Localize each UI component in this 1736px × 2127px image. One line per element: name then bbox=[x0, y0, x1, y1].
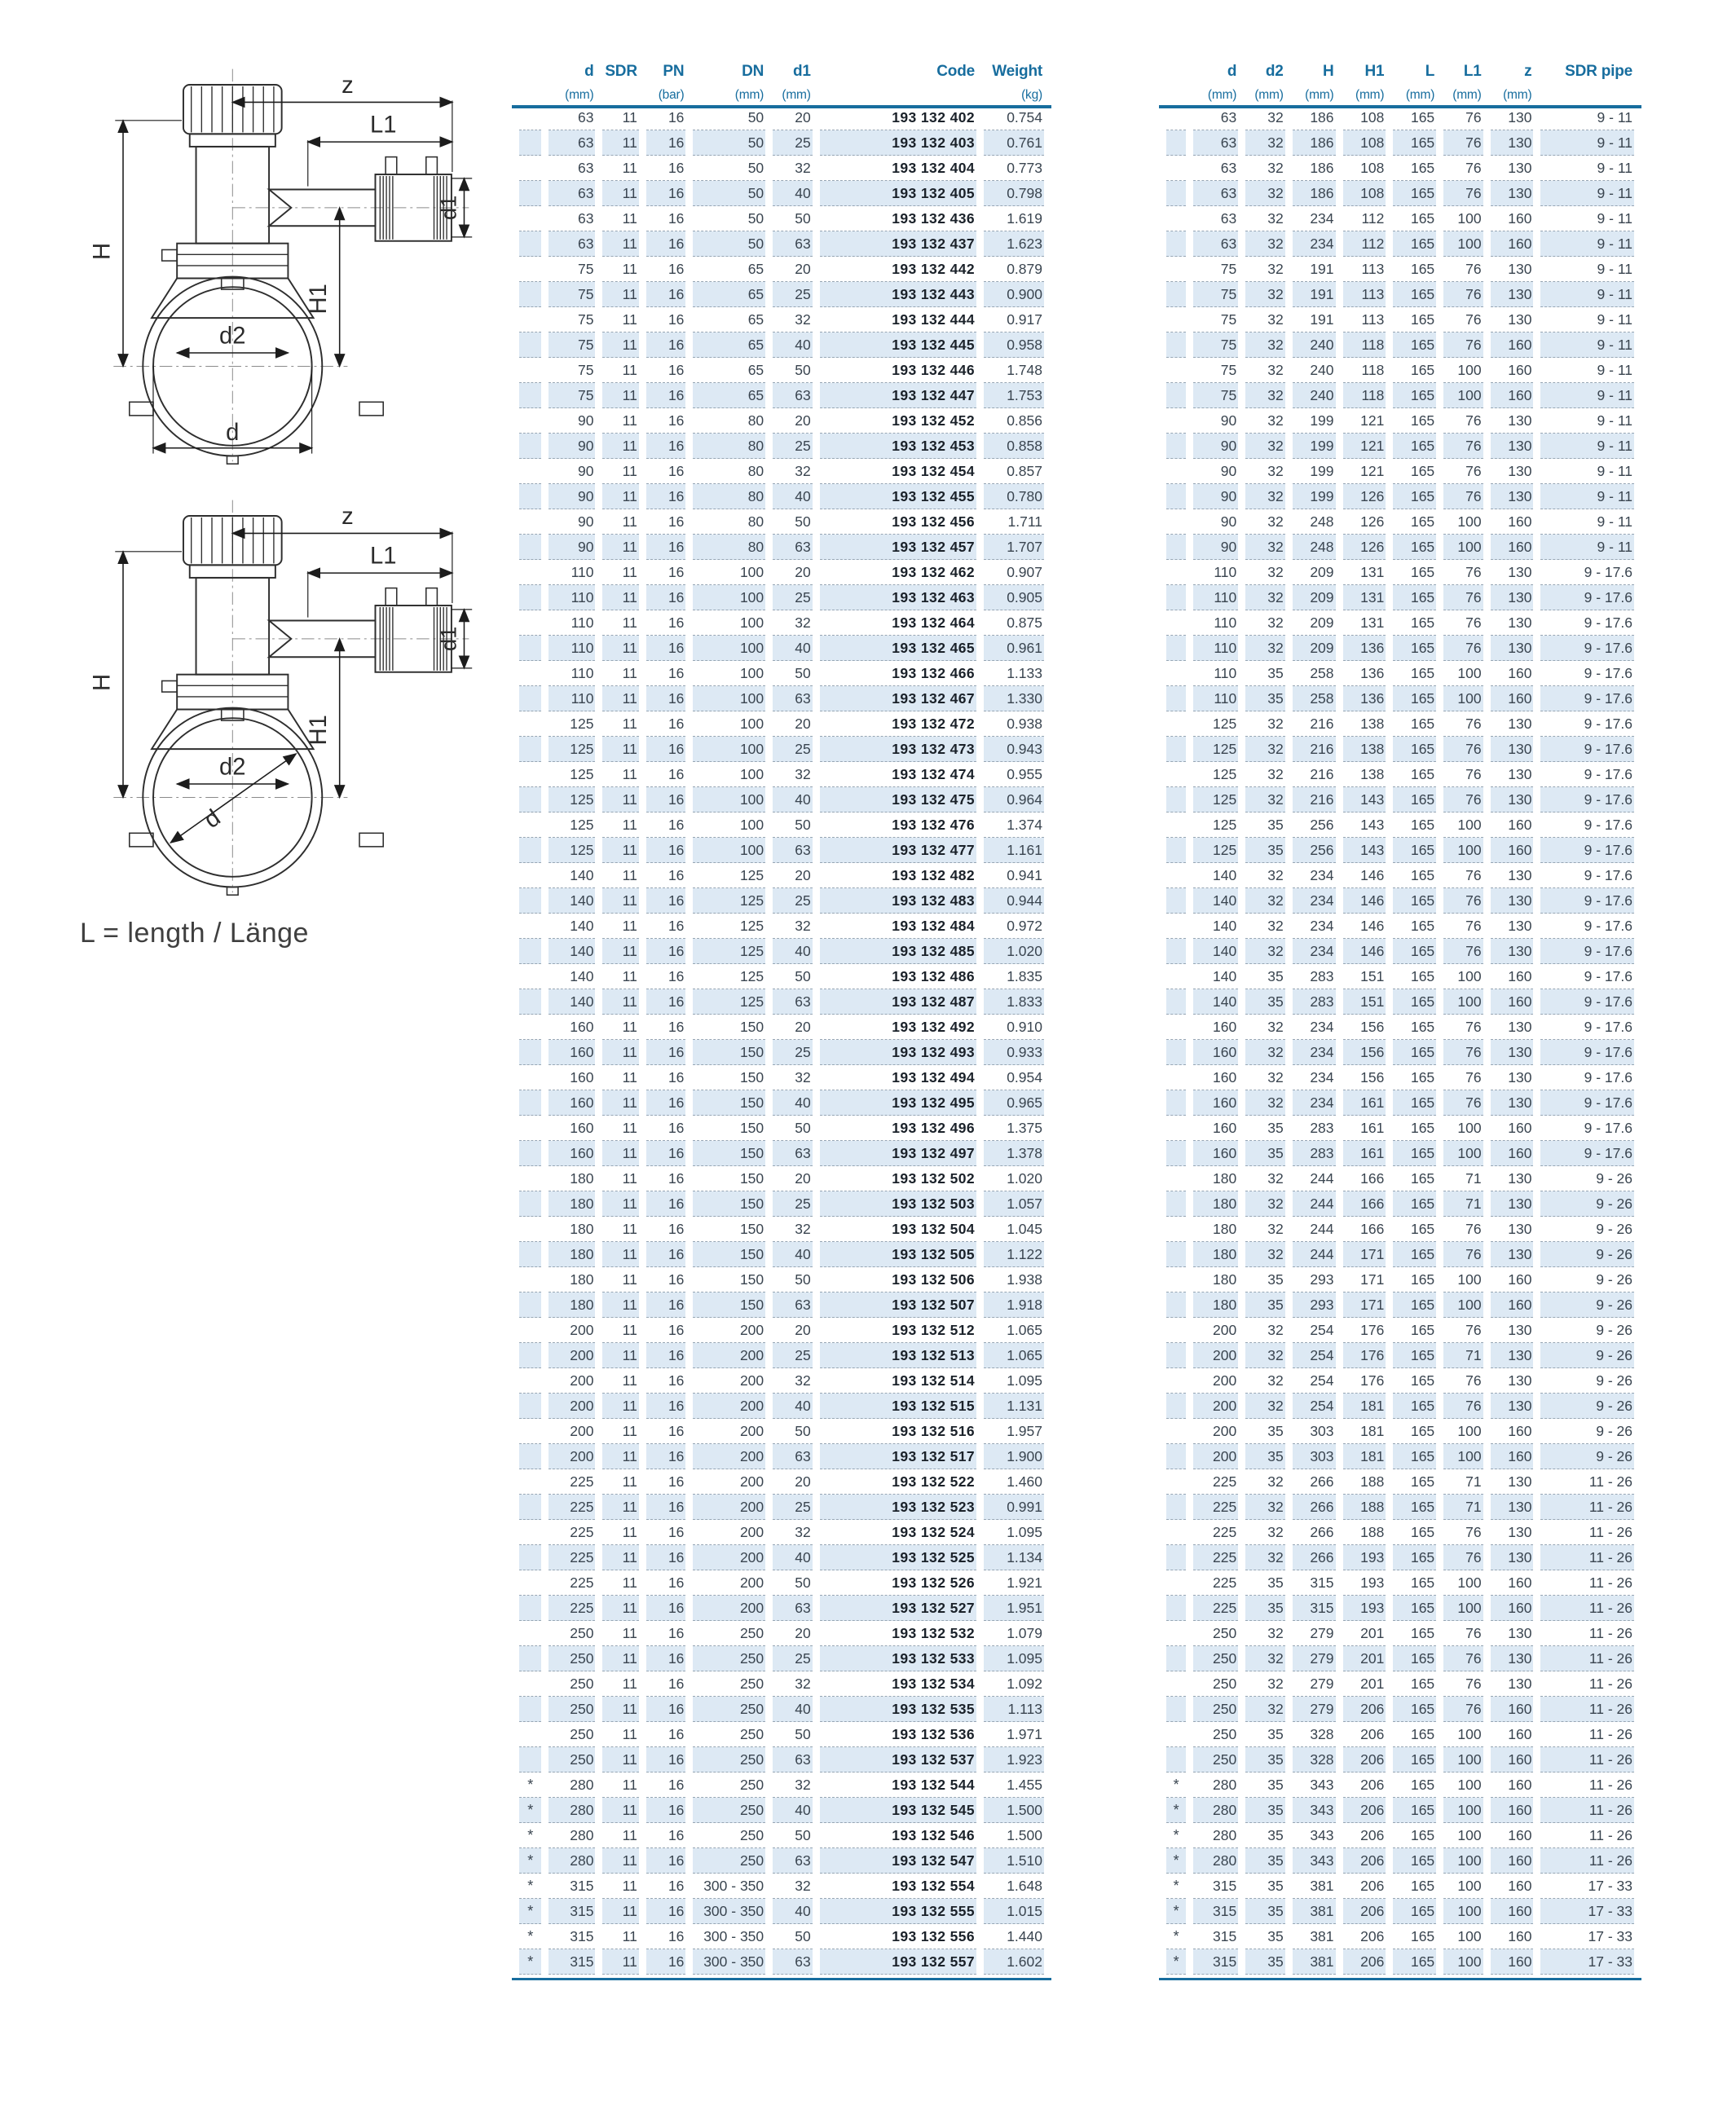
table-row: 250 11 16 250 20 193 132 532 1.079 bbox=[519, 1621, 1044, 1646]
table-row: 75 11 16 65 63 193 132 447 1.753 bbox=[519, 383, 1044, 408]
left-table-grid bbox=[512, 59, 1051, 1975]
table-row: 110 11 16 100 50 193 132 466 1.133 bbox=[519, 661, 1044, 686]
table-row: 200 11 16 200 50 193 132 516 1.957 bbox=[519, 1419, 1044, 1444]
table-row: 250 32 279 201 165 76 130 11 - 26 bbox=[1166, 1646, 1634, 1671]
table-row: 75 11 16 65 40 193 132 445 0.958 bbox=[519, 332, 1044, 358]
table-row: * 315 35 381 206 165 100 160 17 - 33 bbox=[1166, 1949, 1634, 1975]
table-row: 250 11 16 250 63 193 132 537 1.923 bbox=[519, 1747, 1044, 1772]
technical-drawing-saddle-variant bbox=[34, 482, 478, 906]
table-row: 75 11 16 65 50 193 132 446 1.748 bbox=[519, 358, 1044, 383]
table-row: * 315 11 16 300 - 350 32 193 132 554 1.648 bbox=[519, 1874, 1044, 1899]
unit-code bbox=[820, 83, 976, 105]
table-row: 200 11 16 200 40 193 132 515 1.131 bbox=[519, 1394, 1044, 1419]
table-row: 140 11 16 125 40 193 132 485 1.020 bbox=[519, 939, 1044, 964]
col-header-sdr-pipe: SDR pipe bbox=[1565, 63, 1632, 80]
table-row: 110 32 209 131 165 76 130 9 - 17.6 bbox=[1166, 585, 1634, 610]
table-row: 125 32 216 138 165 76 130 9 - 17.6 bbox=[1166, 762, 1634, 787]
table-row: 225 11 16 200 25 193 132 523 0.991 bbox=[519, 1495, 1044, 1520]
table-row: 125 32 216 138 165 76 130 9 - 17.6 bbox=[1166, 711, 1634, 737]
table-row: 225 11 16 200 50 193 132 526 1.921 bbox=[519, 1570, 1044, 1596]
table-row: 180 35 293 171 165 100 160 9 - 26 bbox=[1166, 1292, 1634, 1318]
table-row: 125 32 216 143 165 76 130 9 - 17.6 bbox=[1166, 787, 1634, 812]
table-row: 90 11 16 80 63 193 132 457 1.707 bbox=[519, 535, 1044, 560]
table-row: 160 11 16 150 63 193 132 497 1.378 bbox=[519, 1141, 1044, 1166]
table-row: 250 11 16 250 50 193 132 536 1.971 bbox=[519, 1722, 1044, 1747]
svg-text:L1: L1 bbox=[369, 543, 397, 570]
table-row: 225 11 16 200 20 193 132 522 1.460 bbox=[519, 1469, 1044, 1495]
units-row bbox=[1166, 83, 1634, 105]
svg-text:z: z bbox=[341, 503, 354, 530]
table-row: 250 35 328 206 165 100 160 11 - 26 bbox=[1166, 1722, 1634, 1747]
table-row: 250 11 16 250 25 193 132 533 1.095 bbox=[519, 1646, 1044, 1671]
svg-text:d1: d1 bbox=[435, 195, 461, 221]
table-row: * 315 35 381 206 165 100 160 17 - 33 bbox=[1166, 1874, 1634, 1899]
unit-d: (mm) bbox=[1207, 88, 1237, 102]
table-row: 200 35 303 181 165 100 160 9 - 26 bbox=[1166, 1444, 1634, 1469]
table-row: 140 11 16 125 25 193 132 483 0.944 bbox=[519, 888, 1044, 914]
table-row: 110 32 209 131 165 76 130 9 - 17.6 bbox=[1166, 610, 1634, 636]
right-table-body bbox=[1166, 105, 1634, 1975]
table-row: 200 11 16 200 25 193 132 513 1.065 bbox=[519, 1343, 1044, 1368]
table-row: 110 11 16 100 25 193 132 463 0.905 bbox=[519, 585, 1044, 610]
table-row: * 280 11 16 250 63 193 132 547 1.510 bbox=[519, 1848, 1044, 1874]
col-header-z: z bbox=[1524, 63, 1532, 80]
table-row: * 280 35 343 206 165 100 160 11 - 26 bbox=[1166, 1823, 1634, 1848]
col-header-d: d bbox=[1227, 63, 1237, 80]
col-header-l1: L1 bbox=[1463, 63, 1482, 80]
table-row: 75 32 240 118 165 100 160 9 - 11 bbox=[1166, 383, 1634, 408]
table-row: 125 11 16 100 50 193 132 476 1.374 bbox=[519, 812, 1044, 838]
table-row: 125 11 16 100 63 193 132 477 1.161 bbox=[519, 838, 1044, 863]
table-row: 225 11 16 200 63 193 132 527 1.951 bbox=[519, 1596, 1044, 1621]
header-rule bbox=[512, 105, 1051, 108]
table-row: 110 11 16 100 40 193 132 465 0.961 bbox=[519, 636, 1044, 661]
table-row: 75 32 191 113 165 76 130 9 - 11 bbox=[1166, 257, 1634, 282]
svg-text:L1: L1 bbox=[369, 112, 397, 139]
table-row: 63 32 186 108 165 76 130 9 - 11 bbox=[1166, 105, 1634, 130]
table-row: 225 35 315 193 165 100 160 11 - 26 bbox=[1166, 1596, 1634, 1621]
table-row: 110 32 209 136 165 76 130 9 - 17.6 bbox=[1166, 636, 1634, 661]
table-row: 110 35 258 136 165 100 160 9 - 17.6 bbox=[1166, 686, 1634, 711]
table-row: 225 35 315 193 165 100 160 11 - 26 bbox=[1166, 1570, 1634, 1596]
table-row: * 315 11 16 300 - 350 40 193 132 555 1.015 bbox=[519, 1899, 1044, 1924]
table-row: 180 32 244 166 165 76 130 9 - 26 bbox=[1166, 1217, 1634, 1242]
table-row: * 315 35 381 206 165 100 160 17 - 33 bbox=[1166, 1899, 1634, 1924]
table-row: 180 32 244 171 165 76 130 9 - 26 bbox=[1166, 1242, 1634, 1267]
table-row: 110 32 209 131 165 76 130 9 - 17.6 bbox=[1166, 560, 1634, 585]
table-row: 90 32 199 121 165 76 130 9 - 11 bbox=[1166, 434, 1634, 459]
table-row: 63 32 186 108 165 76 130 9 - 11 bbox=[1166, 156, 1634, 181]
table-row: * 280 11 16 250 50 193 132 546 1.500 bbox=[519, 1823, 1044, 1848]
table-row: 225 32 266 193 165 76 130 11 - 26 bbox=[1166, 1545, 1634, 1570]
col-header-d2: d2 bbox=[1265, 63, 1284, 80]
table-row: 160 11 16 150 40 193 132 495 0.965 bbox=[519, 1090, 1044, 1116]
svg-text:H1: H1 bbox=[306, 715, 333, 746]
svg-text:d1: d1 bbox=[435, 626, 461, 652]
table-row: 90 11 16 80 40 193 132 455 0.780 bbox=[519, 484, 1044, 509]
unit-h1: (mm) bbox=[1355, 88, 1385, 102]
svg-text:H: H bbox=[89, 673, 116, 691]
left-table-body bbox=[519, 105, 1044, 1975]
table-row: 200 32 254 181 165 76 130 9 - 26 bbox=[1166, 1394, 1634, 1419]
right-table-grid bbox=[1159, 59, 1641, 1975]
table-row: 160 11 16 150 50 193 132 496 1.375 bbox=[519, 1116, 1044, 1141]
table-row: 180 11 16 150 50 193 132 506 1.938 bbox=[519, 1267, 1044, 1292]
unit-d1: (mm) bbox=[782, 88, 811, 102]
table-row: 160 32 234 156 165 76 130 9 - 17.6 bbox=[1166, 1015, 1634, 1040]
table-row: 125 11 16 100 40 193 132 475 0.964 bbox=[519, 787, 1044, 812]
table-row: 125 35 256 143 165 100 160 9 - 17.6 bbox=[1166, 812, 1634, 838]
table-row: 225 32 266 188 165 71 130 11 - 26 bbox=[1166, 1469, 1634, 1495]
table-row: * 280 11 16 250 32 193 132 544 1.455 bbox=[519, 1772, 1044, 1798]
table-row: 125 11 16 100 25 193 132 473 0.943 bbox=[519, 737, 1044, 762]
table-row: 75 32 191 113 165 76 130 9 - 11 bbox=[1166, 282, 1634, 307]
table-row: 160 35 283 161 165 100 160 9 - 17.6 bbox=[1166, 1141, 1634, 1166]
table-row: 225 11 16 200 32 193 132 524 1.095 bbox=[519, 1520, 1044, 1545]
header-row bbox=[519, 59, 1044, 83]
table-row: 63 32 234 112 165 100 160 9 - 11 bbox=[1166, 206, 1634, 231]
header-row bbox=[1166, 59, 1634, 83]
table-row: 110 11 16 100 63 193 132 467 1.330 bbox=[519, 686, 1044, 711]
col-header-sdr: SDR bbox=[605, 63, 637, 80]
table-row: 140 35 283 151 165 100 160 9 - 17.6 bbox=[1166, 964, 1634, 989]
table-row: 90 11 16 80 20 193 132 452 0.856 bbox=[519, 408, 1044, 434]
table-row: 160 32 234 161 165 76 130 9 - 17.6 bbox=[1166, 1090, 1634, 1116]
unit-dn: (mm) bbox=[734, 88, 764, 102]
table-row: 200 11 16 200 63 193 132 517 1.900 bbox=[519, 1444, 1044, 1469]
table-row: 200 32 254 176 165 71 130 9 - 26 bbox=[1166, 1343, 1634, 1368]
table-row: 90 32 248 126 165 100 160 9 - 11 bbox=[1166, 509, 1634, 535]
table-row: 140 11 16 125 20 193 132 482 0.941 bbox=[519, 863, 1044, 888]
table-row: 160 32 234 156 165 76 130 9 - 17.6 bbox=[1166, 1040, 1634, 1065]
unit-sdr bbox=[602, 83, 638, 105]
table-row: 180 11 16 150 25 193 132 503 1.057 bbox=[519, 1191, 1044, 1217]
unit-d: (mm) bbox=[565, 88, 594, 102]
table-row: * 280 11 16 250 40 193 132 545 1.500 bbox=[519, 1798, 1044, 1823]
table-row: 90 32 199 121 165 76 130 9 - 11 bbox=[1166, 408, 1634, 434]
table-row: 160 11 16 150 20 193 132 492 0.910 bbox=[519, 1015, 1044, 1040]
table-row: 125 11 16 100 20 193 132 472 0.938 bbox=[519, 711, 1044, 737]
table-row: 110 35 258 136 165 100 160 9 - 17.6 bbox=[1166, 661, 1634, 686]
col-header-pn: PN bbox=[663, 63, 685, 80]
table-row: 63 11 16 50 20 193 132 402 0.754 bbox=[519, 105, 1044, 130]
dimension-code-table bbox=[512, 59, 1051, 1975]
svg-text:z: z bbox=[341, 72, 354, 99]
unit-l: (mm) bbox=[1405, 88, 1435, 102]
table-row: 63 11 16 50 40 193 132 405 0.798 bbox=[519, 181, 1044, 206]
col-header-code: Code bbox=[936, 63, 975, 80]
table-row: 140 11 16 125 50 193 132 486 1.835 bbox=[519, 964, 1044, 989]
table-row: 200 32 254 176 165 76 130 9 - 26 bbox=[1166, 1368, 1634, 1394]
bottom-rule bbox=[1159, 1978, 1641, 1980]
unit-weight: (kg) bbox=[1021, 88, 1042, 102]
unit-d2: (mm) bbox=[1254, 88, 1284, 102]
table-row: 63 11 16 50 25 193 132 403 0.761 bbox=[519, 130, 1044, 156]
svg-text:d: d bbox=[199, 804, 226, 834]
table-row: 75 32 191 113 165 76 130 9 - 11 bbox=[1166, 307, 1634, 332]
table-row: 225 32 266 188 165 71 130 11 - 26 bbox=[1166, 1495, 1634, 1520]
table-row: 63 32 186 108 165 76 130 9 - 11 bbox=[1166, 181, 1634, 206]
table-row: * 280 35 343 206 165 100 160 11 - 26 bbox=[1166, 1798, 1634, 1823]
bottom-rule bbox=[512, 1978, 1051, 1980]
unit-h: (mm) bbox=[1305, 88, 1334, 102]
table-row: 63 11 16 50 32 193 132 404 0.773 bbox=[519, 156, 1044, 181]
table-row: * 315 11 16 300 - 350 63 193 132 557 1.602 bbox=[519, 1949, 1044, 1975]
svg-text:d: d bbox=[226, 420, 240, 447]
table-row: 140 11 16 125 32 193 132 484 0.972 bbox=[519, 914, 1044, 939]
svg-text:d2: d2 bbox=[219, 754, 246, 781]
table-row: 180 11 16 150 40 193 132 505 1.122 bbox=[519, 1242, 1044, 1267]
table-row: 90 11 16 80 25 193 132 453 0.858 bbox=[519, 434, 1044, 459]
table-row: 63 11 16 50 50 193 132 436 1.619 bbox=[519, 206, 1044, 231]
table-row: 75 11 16 65 32 193 132 444 0.917 bbox=[519, 307, 1044, 332]
table-row: 250 11 16 250 32 193 132 534 1.092 bbox=[519, 1671, 1044, 1697]
unit-z: (mm) bbox=[1503, 88, 1532, 102]
table-row: 200 35 303 181 165 100 160 9 - 26 bbox=[1166, 1419, 1634, 1444]
table-row: 75 11 16 65 25 193 132 443 0.900 bbox=[519, 282, 1044, 307]
table-row: 140 11 16 125 63 193 132 487 1.833 bbox=[519, 989, 1044, 1015]
table-row: 160 11 16 150 25 193 132 493 0.933 bbox=[519, 1040, 1044, 1065]
col-header-d: d bbox=[584, 63, 594, 80]
table-row: 125 32 216 138 165 76 130 9 - 17.6 bbox=[1166, 737, 1634, 762]
svg-text:d2: d2 bbox=[219, 323, 246, 350]
table-row: 250 11 16 250 40 193 132 535 1.113 bbox=[519, 1697, 1044, 1722]
col-header-h: H bbox=[1322, 63, 1334, 80]
unit-sdr-pipe bbox=[1540, 83, 1634, 105]
units-row bbox=[519, 83, 1044, 105]
table-row: 140 32 234 146 165 76 130 9 - 17.6 bbox=[1166, 888, 1634, 914]
table-row: 180 11 16 150 63 193 132 507 1.918 bbox=[519, 1292, 1044, 1318]
table-row: 110 11 16 100 20 193 132 462 0.907 bbox=[519, 560, 1044, 585]
table-row: 125 11 16 100 32 193 132 474 0.955 bbox=[519, 762, 1044, 787]
table-row: 160 32 234 156 165 76 130 9 - 17.6 bbox=[1166, 1065, 1634, 1090]
table-row: 63 32 186 108 165 76 130 9 - 11 bbox=[1166, 130, 1634, 156]
table-row: 200 11 16 200 32 193 132 514 1.095 bbox=[519, 1368, 1044, 1394]
table-row: * 280 35 343 206 165 100 160 11 - 26 bbox=[1166, 1772, 1634, 1798]
col-header-dn: DN bbox=[742, 63, 764, 80]
table-row: 90 32 248 126 165 100 160 9 - 11 bbox=[1166, 535, 1634, 560]
col-header-weight: Weight bbox=[992, 63, 1042, 80]
table-row: 63 11 16 50 63 193 132 437 1.623 bbox=[519, 231, 1044, 257]
table-row: 180 35 293 171 165 100 160 9 - 26 bbox=[1166, 1267, 1634, 1292]
table-row: 75 32 240 118 165 76 160 9 - 11 bbox=[1166, 332, 1634, 358]
table-row: 225 11 16 200 40 193 132 525 1.134 bbox=[519, 1545, 1044, 1570]
unit-pn: (bar) bbox=[658, 88, 685, 102]
col-header-d1: d1 bbox=[792, 63, 811, 80]
table-row: * 315 35 381 206 165 100 160 17 - 33 bbox=[1166, 1924, 1634, 1949]
table-row: 180 32 244 166 165 71 130 9 - 26 bbox=[1166, 1191, 1634, 1217]
table-row: 125 35 256 143 165 100 160 9 - 17.6 bbox=[1166, 838, 1634, 863]
table-row: 250 32 279 206 165 76 160 11 - 26 bbox=[1166, 1697, 1634, 1722]
table-row: 140 32 234 146 165 76 130 9 - 17.6 bbox=[1166, 914, 1634, 939]
table-row: 200 11 16 200 20 193 132 512 1.065 bbox=[519, 1318, 1044, 1343]
dimension-detail-table bbox=[1159, 59, 1641, 1975]
table-row: 160 11 16 150 32 193 132 494 0.954 bbox=[519, 1065, 1044, 1090]
drawing-caption: L = length / Länge bbox=[80, 918, 309, 949]
table-row: 225 32 266 188 165 76 130 11 - 26 bbox=[1166, 1520, 1634, 1545]
table-row: 180 32 244 166 165 71 130 9 - 26 bbox=[1166, 1166, 1634, 1191]
table-row: 90 32 199 121 165 76 130 9 - 11 bbox=[1166, 459, 1634, 484]
table-row: 90 32 199 126 165 76 130 9 - 11 bbox=[1166, 484, 1634, 509]
table-row: * 315 11 16 300 - 350 50 193 132 556 1.440 bbox=[519, 1924, 1044, 1949]
table-row: 140 32 234 146 165 76 130 9 - 17.6 bbox=[1166, 863, 1634, 888]
table-row: 180 11 16 150 20 193 132 502 1.020 bbox=[519, 1166, 1044, 1191]
table-row: 180 11 16 150 32 193 132 504 1.045 bbox=[519, 1217, 1044, 1242]
table-row: 90 11 16 80 50 193 132 456 1.711 bbox=[519, 509, 1044, 535]
table-row: 75 11 16 65 20 193 132 442 0.879 bbox=[519, 257, 1044, 282]
table-row: 110 11 16 100 32 193 132 464 0.875 bbox=[519, 610, 1044, 636]
technical-drawing-saddle-front bbox=[34, 47, 478, 479]
table-row: 140 35 283 151 165 100 160 9 - 17.6 bbox=[1166, 989, 1634, 1015]
svg-text:H1: H1 bbox=[306, 284, 333, 315]
unit-l1: (mm) bbox=[1452, 88, 1482, 102]
table-row: 140 32 234 146 165 76 130 9 - 17.6 bbox=[1166, 939, 1634, 964]
table-row: 75 32 240 118 165 100 160 9 - 11 bbox=[1166, 358, 1634, 383]
col-header-h1: H1 bbox=[1364, 63, 1385, 80]
table-row: 63 32 234 112 165 100 160 9 - 11 bbox=[1166, 231, 1634, 257]
table-row: * 280 35 343 206 165 100 160 11 - 26 bbox=[1166, 1848, 1634, 1874]
table-row: 250 35 328 206 165 100 160 11 - 26 bbox=[1166, 1747, 1634, 1772]
table-row: 90 11 16 80 32 193 132 454 0.857 bbox=[519, 459, 1044, 484]
table-row: 200 32 254 176 165 76 130 9 - 26 bbox=[1166, 1318, 1634, 1343]
table-row: 250 32 279 201 165 76 130 11 - 26 bbox=[1166, 1671, 1634, 1697]
header-rule bbox=[1159, 105, 1641, 108]
table-row: 250 32 279 201 165 76 130 11 - 26 bbox=[1166, 1621, 1634, 1646]
table-row: 160 35 283 161 165 100 160 9 - 17.6 bbox=[1166, 1116, 1634, 1141]
svg-text:H: H bbox=[89, 242, 116, 260]
col-header-l: L bbox=[1425, 63, 1435, 80]
